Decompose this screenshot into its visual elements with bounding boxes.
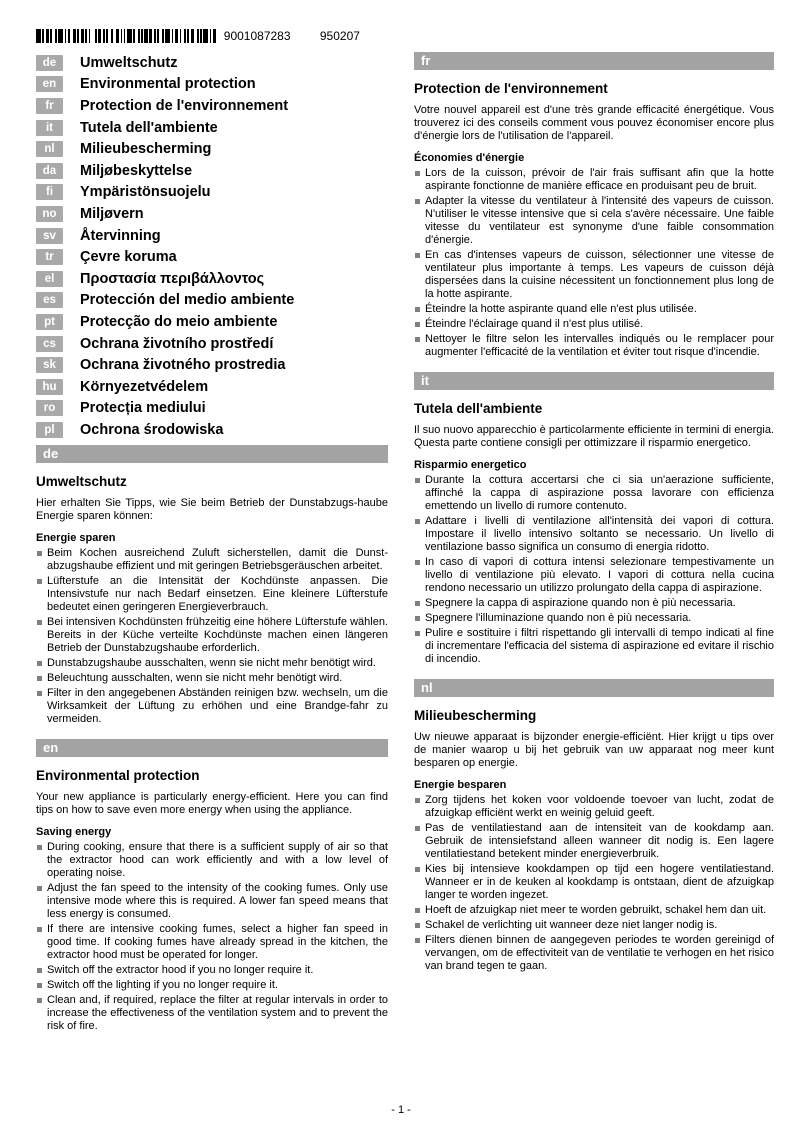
right-sections: [414, 52, 774, 973]
language-badge: fr: [36, 98, 63, 114]
language-index-row: [36, 160, 388, 182]
section-bullets: [414, 167, 774, 359]
bullet-item: Zorg tijdens het koken voor voldoende toevoer van lucht, zodat de afzuigkap efficiënt werkt en weinig geluid geeft.: [414, 794, 774, 820]
language-badge: de: [36, 55, 63, 71]
bullet-item: Lüfterstufe an die Intensität der Kochdünste anpassen. Die Intensivstufe nur nach Bedarf einsetzen. Eine kleinere Lüfterstufe bedeutet einen geringeren Energieverbrauch.: [36, 575, 388, 614]
language-index-row: [36, 182, 388, 204]
language-badge: da: [36, 163, 63, 179]
section-intro: Votre nouvel appareil est d'une très grande efficacité énergétique. Vous trouverez ici des conseils comment vous pouvez économiser encore plus d'énergie lors de l'utilisation de l'appareil.: [414, 104, 774, 142]
language-badge: sk: [36, 357, 63, 373]
bullet-item: Schakel de verlichting uit wanneer deze niet langer nodig is.: [414, 919, 774, 932]
language-title: Tutela dell'ambiente: [80, 119, 218, 136]
language-title: Protecção do meio ambiente: [80, 313, 278, 330]
language-index-row: [36, 246, 388, 268]
section-title: Tutela dell'ambiente: [414, 401, 543, 416]
language-index-row: [36, 52, 388, 74]
bullet-item: En cas d'intenses vapeurs de cuisson, sélectionner une vitesse de ventilateur plus importante à temps. Les vapeurs de cuisson déjà dispersées dans la cuisine nécessitent un fonctionnement plus long de la hotte aspirante.: [414, 249, 774, 301]
language-index-row: [36, 290, 388, 312]
bullet-item: Hoeft de afzuigkap niet meer te worden gebruikt, schakel hem dan uit.: [414, 904, 774, 917]
bullet-item: Pulire e sostituire i filtri rispettando gli intervalli di tempo indicati al fine di incrementare l'efficacia del sistema di aspirazione ed evitare il rischio di incendio.: [414, 627, 774, 666]
language-section: [36, 445, 388, 726]
left-column: [36, 52, 388, 1035]
language-badge: fi: [36, 184, 63, 200]
language-index-row: [36, 95, 388, 117]
language-section: [414, 52, 774, 359]
language-index-row: [36, 376, 388, 398]
bullet-item: Clean and, if required, replace the filter at regular intervals in order to increase the effectiveness of the ventilation system and to prevent the risk of fire.: [36, 994, 388, 1033]
section-language-bar: de: [36, 445, 388, 463]
language-index-row: [36, 203, 388, 225]
bullet-item: Éteindre l'éclairage quand il n'est plus utilisé.: [414, 318, 774, 331]
language-title: Ochrana životního prostředí: [80, 335, 274, 352]
language-badge: pl: [36, 422, 63, 438]
language-index-row: [36, 268, 388, 290]
language-index-row: [36, 311, 388, 333]
bullet-item: Kies bij intensieve kookdampen op tijd een hogere ventilatiestand. Wanneer er in de keuken al kookdamp is ontstaan, dient de afzuigkap langer te worden ingezet.: [414, 863, 774, 902]
barcode-row: [36, 28, 774, 44]
barcode-number: 9001087283: [223, 29, 291, 43]
language-badge: hu: [36, 379, 63, 395]
language-index-row: [36, 398, 388, 420]
bullet-item: Adapter la vitesse du ventilateur à l'intensité des vapeurs de cuisson. N'utiliser le vitesse intensive que si cela s'avère nécessaire. Une faible vitesse du ventilateur est synonyme d'une faible consommation d'énergie.: [414, 195, 774, 247]
two-column-layout: [36, 52, 774, 1035]
bullet-item: In caso di vapori di cottura intensi selezionare tempestivamente un livello di ventilazione più elevato. I vapori di cottura nella cucina rendono necessario un utilizzo prolungato della cappa di aspirazione.: [414, 556, 774, 595]
bullet-item: Adattare i livelli di ventilazione all'intensità dei vapori di cottura. Impostare il livello intensivo soltanto se necessario. Un livello di ventilazione basso significa un consumo di energia ridotto.: [414, 515, 774, 554]
section-title: Protection de l'environnement: [414, 81, 608, 96]
section-language-bar: en: [36, 739, 388, 757]
bullet-item: Bei intensiven Kochdünsten frühzeitig eine höhere Lüfterstufe wählen. Bereits in der Küche verteilte Kochdünste machen einen längeren Betrieb der Dunstabzugshaube erforderlich.: [36, 616, 388, 655]
bullet-item: Beleuchtung ausschalten, wenn sie nicht mehr benötigt wird.: [36, 672, 388, 685]
language-title: Προστασία περιβάλλοντος: [80, 270, 265, 287]
language-title: Återvinning: [80, 227, 161, 244]
bullet-item: Spegnere la cappa di aspirazione quando non è più necessaria.: [414, 597, 774, 610]
bullet-item: Pas de ventilatiestand aan de intensiteit van de kookdamp aan. Gebruik de intensiefstand alleen wanneer dit nodig is. Een lagere ventilatiestand betekent minder energieverbruik.: [414, 822, 774, 861]
section-intro: Uw nieuwe apparaat is bijzonder energie-efficiënt. Hier krijgt u tips over de manier waarop u bij het gebruik van uw apparaat nog meer kunt besparen op energie.: [414, 731, 774, 769]
language-title: Umweltschutz: [80, 54, 178, 71]
section-title: Environmental protection: [36, 767, 200, 783]
bullet-item: Lors de la cuisson, prévoir de l'air frais suffisant afin que la hotte aspirante fonctionne de manière efficace en produisant peu de bruit.: [414, 167, 774, 193]
left-sections: [36, 445, 388, 1033]
barcode-text: [224, 29, 360, 43]
language-index: [36, 52, 388, 441]
right-column: [414, 52, 774, 1035]
language-title: Protección del medio ambiente: [80, 292, 295, 309]
bullet-item: Durante la cottura accertarsi che ci sia un'aerazione sufficiente, affinché la cappa di aspirazione possa lavorare con efficienza emettendo un livello di rumore contenuto.: [414, 474, 774, 513]
section-title: Umweltschutz: [36, 473, 127, 489]
bullet-item: Adjust the fan speed to the intensity of the cooking fumes. Only use intensive mode where this is required. A lower fan speed means that less energy is consumed.: [36, 882, 388, 921]
page-content: [36, 28, 774, 1035]
bullet-item: Éteindre la hotte aspirante quand elle n'est plus utilisée.: [414, 303, 774, 316]
language-title: Ochrana životného prostredia: [80, 357, 286, 374]
language-index-row: [36, 333, 388, 355]
section-language-bar: nl: [414, 679, 774, 697]
section-bullets: [414, 474, 774, 666]
language-title: Environmental protection: [80, 76, 256, 93]
language-title: Ochrona środowiska: [80, 421, 224, 438]
bullet-item: If there are intensive cooking fumes, select a higher fan speed in good time. If cooking fumes have already spread in the kitchen, the extractor hood must be operated for longer.: [36, 923, 388, 962]
bullet-item: Spegnere l'illuminazione quando non è più necessaria.: [414, 612, 774, 625]
language-title: Miljøbeskyttelse: [80, 162, 193, 179]
section-language-bar: fr: [414, 52, 774, 70]
language-badge: pt: [36, 314, 63, 330]
barcode-icon: [36, 29, 218, 43]
language-title: Milieubescherming: [80, 141, 212, 158]
section-title: Milieubescherming: [414, 708, 537, 723]
language-badge: nl: [36, 141, 63, 157]
language-badge: en: [36, 76, 63, 92]
bullet-item: Dunstabzugshaube ausschalten, wenn sie nicht mehr benötigt wird.: [36, 657, 388, 670]
language-section: [414, 679, 774, 973]
section-bullets: [36, 841, 388, 1033]
language-badge: sv: [36, 228, 63, 244]
bullet-item: Filter in den angegebenen Abständen reinigen bzw. wechseln, um die Wirksamkeit der Lüftung zu erhöhen und eine Brandge-fahr zu vermeiden.: [36, 687, 388, 726]
language-index-row: [36, 138, 388, 160]
section-bullets: [36, 547, 388, 726]
language-title: Ympäristönsuojelu: [80, 184, 211, 201]
section-subheading: Saving energy: [36, 825, 112, 838]
language-index-row: [36, 74, 388, 96]
language-badge: es: [36, 292, 63, 308]
language-badge: ro: [36, 400, 63, 416]
language-badge: el: [36, 271, 63, 287]
language-title: Protecția mediului: [80, 400, 206, 417]
section-intro: Your new appliance is particularly energy-efficient. Here you can find tips on how to save even more energy when using the appliance.: [36, 790, 388, 816]
language-section: [36, 739, 388, 1033]
language-index-row: [36, 117, 388, 139]
bullet-item: Filters dienen binnen de aangegeven periodes te worden gereinigd of vervangen, om de effectiviteit van de ventilatie te verhogen en het risico van brand tegen te gaan.: [414, 934, 774, 973]
language-title: Környezetvédelem: [80, 378, 209, 395]
language-title: Miljøvern: [80, 205, 144, 222]
section-intro: Il suo nuovo apparecchio è particolarmente efficiente in termini di energia. Questa parte contiene consigli per ottimizzare il risparmio energetico.: [414, 424, 774, 449]
section-subheading: Risparmio energetico: [414, 459, 527, 471]
section-intro: Hier erhalten Sie Tipps, wie Sie beim Betrieb der Dunstabzugs-haube Energie sparen können:: [36, 496, 388, 522]
section-subheading: Energie besparen: [414, 779, 507, 791]
language-badge: no: [36, 206, 63, 222]
language-badge: tr: [36, 249, 63, 265]
language-section: [414, 372, 774, 666]
barcode-code: 950207: [319, 29, 360, 43]
bullet-item: Nettoyer le filtre selon les intervalles indiqués ou le remplacer pour augmenter l'efficacité de la ventilation et éviter tout risque d'incendie.: [414, 333, 774, 359]
page-number: - 1 -: [391, 1104, 411, 1116]
language-title: Protection de l'environnement: [80, 97, 289, 114]
language-badge: cs: [36, 336, 63, 352]
bullet-item: Switch off the extractor hood if you no longer require it.: [36, 964, 388, 977]
language-index-row: [36, 354, 388, 376]
language-index-row: [36, 225, 388, 247]
section-subheading: Energie sparen: [36, 531, 116, 544]
language-index-row: [36, 419, 388, 441]
bullet-item: Beim Kochen ausreichend Zuluft sicherstellen, damit die Dunst-abzugshaube effizient und mit geringen Betriebsgeräuschen arbeitet.: [36, 547, 388, 573]
language-title: Çevre koruma: [80, 249, 177, 266]
bullet-item: Switch off the lighting if you no longer require it.: [36, 979, 388, 992]
section-subheading: Économies d'énergie: [414, 152, 525, 164]
section-language-bar: it: [414, 372, 774, 390]
language-badge: it: [36, 120, 63, 136]
bullet-item: During cooking, ensure that there is a sufficient supply of air so that the extractor hood can work efficiently and with a low level of operating noise.: [36, 841, 388, 880]
section-bullets: [414, 794, 774, 973]
